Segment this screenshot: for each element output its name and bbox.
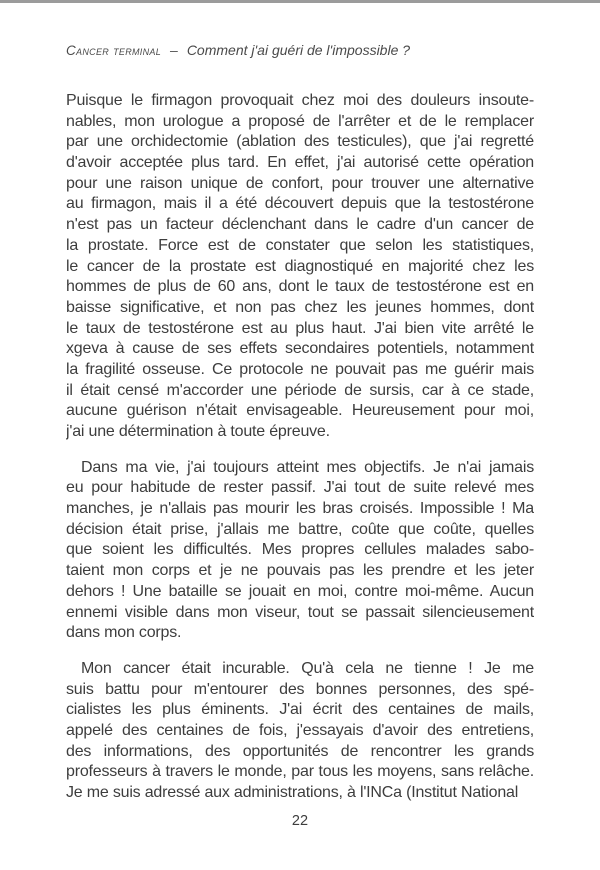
paragraph-line: taient mon corps et je ne pouvais pas les prendre et les jeter (66, 562, 534, 580)
paragraph-line: eu pour habitude de rester passif. J'ai tout de suite relevé mes (66, 479, 534, 497)
paragraph-line: par une orchidectomie (ablation des testicules), que j'ai regretté (66, 133, 534, 151)
paragraph-line: nables, mon urologue a proposé de l'arrêter et de le remplacer (66, 112, 534, 130)
paragraph-line: aucune guérison n'était envisageable. Heureusement pour moi, (66, 402, 534, 420)
page-body (66, 91, 534, 819)
paragraph (66, 91, 534, 443)
paragraph-line: dans mon corps. (66, 624, 182, 642)
paragraph-line: n'est pas un facteur déclenchant dans le cadre d'un cancer de (66, 216, 534, 234)
paragraph-line: pour une raison unique de confort, pour trouver une alternative (66, 174, 534, 192)
paragraph-line: il était censé m'accorder une période de sursis, car à ce stade, (66, 381, 534, 399)
paragraph (66, 659, 534, 804)
paragraph-line: la prostate. Force est de constater que selon les statistiques, (66, 236, 534, 254)
paragraph-line: hommes de plus de 60 ans, dont le taux de testostérone est en (66, 278, 534, 296)
paragraph-line: le taux de testostérone est au plus haut. J'ai bien vite arrêté le (66, 319, 534, 337)
paragraph-line: j'ai une détermination à toute épreuve. (66, 423, 330, 440)
paragraph-line: professeurs à travers le monde, par tous les moyens, sans relâche. (66, 763, 534, 781)
paragraph-line: baisse significative, et non pas chez les jeunes hommes, dont (66, 298, 534, 316)
running-header (66, 42, 534, 58)
paragraph-line: suis battu pour m'entourer des bonnes personnes, des spé- (66, 680, 534, 698)
paragraph-line: xgeva à cause de ses effets secondaires potentiels, notamment (66, 340, 534, 358)
paragraph-line: au firmagon, mais il a été découvert depuis que la testostérone (66, 195, 534, 213)
paragraph-line: dehors ! Une bataille se jouait en moi, contre moi-même. Aucun (66, 582, 534, 600)
running-header-separator: – (170, 42, 178, 58)
running-header-book-title: Cancer terminal (66, 43, 162, 58)
paragraph-line: d'avoir acceptée plus tard. En effet, j'ai autorisé cette opération (66, 154, 534, 172)
paragraph-line: décision était prise, j'allais me battre, coûte que coûte, quelles (66, 520, 534, 538)
paragraph-line: cialistes les plus éminents. J'ai écrit des centaines de mails, (66, 701, 534, 719)
paragraph-line: appelé des centaines de fois, j'essayais d'avoir des entretiens, (66, 721, 534, 739)
page-top-border (0, 0, 600, 3)
paragraph-line: ennemi visible dans mon viseur, tout se passait silencieusement (66, 603, 534, 621)
paragraph-line: manches, je n'allais pas mourir les bras croisés. Impossible ! Ma (66, 500, 534, 518)
page-number: 22 (291, 813, 309, 829)
paragraph (66, 458, 534, 644)
paragraph-line: que soient les difficultés. Mes propres cellules malades sabo- (66, 541, 534, 559)
paragraph-line: le cancer de la prostate est diagnostiqué en majorité chez les (66, 257, 534, 275)
paragraph-line: la fragilité osseuse. Ce protocole ne pouvait pas me guérir mais (66, 360, 534, 378)
paragraph-line: Puisque le firmagon provoquait chez moi des douleurs insoute- (66, 92, 534, 109)
running-header-chapter-title: Comment j'ai guéri de l'impossible ? (186, 42, 411, 58)
paragraph-line: Mon cancer était incurable. Qu'à cela ne tienne ! Je me (81, 659, 534, 677)
paragraph-line: des informations, des opportunités de rencontrer les grands (66, 742, 534, 760)
paragraph-line: Je me suis adressé aux administrations, à l'INCa (Institut National (66, 784, 519, 801)
paragraph-line: Dans ma vie, j'ai toujours atteint mes objectifs. Je n'ai jamais (81, 458, 534, 476)
